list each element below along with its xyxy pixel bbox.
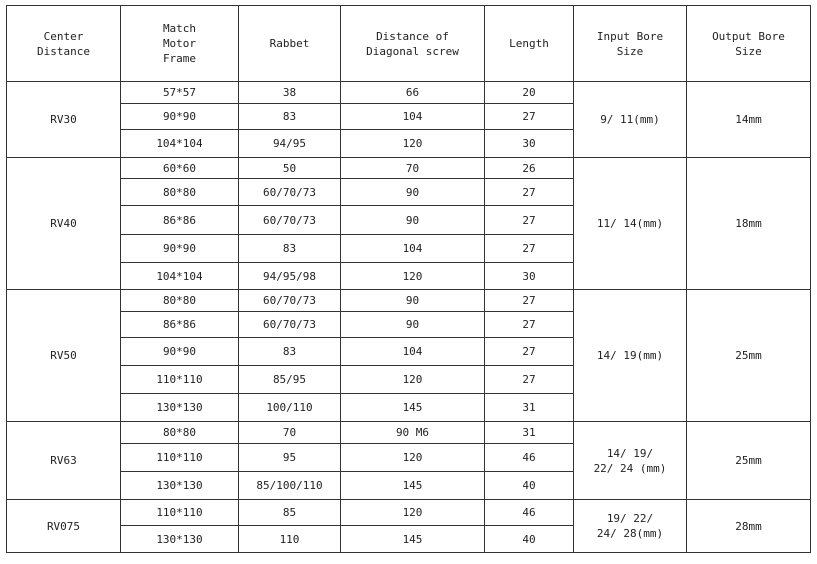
spec-table-container [6, 5, 811, 553]
input-bore-cell: 11/ 14(mm) [574, 158, 687, 290]
frame-cell: 110*110 [121, 444, 239, 472]
output-bore-cell: 18mm [687, 158, 811, 290]
length-cell: 31 [485, 394, 574, 422]
length-cell: 40 [485, 472, 574, 500]
rabbet-cell: 110 [239, 526, 341, 553]
length-cell: 46 [485, 500, 574, 526]
table-row [7, 500, 811, 526]
model-cell: RV50 [7, 290, 121, 422]
table-row [7, 290, 811, 312]
input-bore-cell: 19/ 22/ 24/ 28(mm) [574, 500, 687, 553]
diagonal-cell: 90 [341, 206, 485, 235]
length-cell: 20 [485, 82, 574, 104]
frame-cell: 80*80 [121, 422, 239, 444]
frame-cell: 57*57 [121, 82, 239, 104]
diagonal-cell: 145 [341, 394, 485, 422]
rabbet-cell: 94/95/98 [239, 263, 341, 290]
model-cell: RV40 [7, 158, 121, 290]
header-row [7, 6, 811, 82]
length-cell: 27 [485, 206, 574, 235]
diagonal-cell: 104 [341, 338, 485, 366]
frame-cell: 130*130 [121, 526, 239, 553]
length-cell: 27 [485, 366, 574, 394]
frame-cell: 90*90 [121, 104, 239, 130]
rabbet-cell: 83 [239, 235, 341, 263]
table-row [7, 422, 811, 444]
header-length: Length [485, 6, 574, 82]
frame-cell: 60*60 [121, 158, 239, 179]
frame-cell: 86*86 [121, 312, 239, 338]
rabbet-cell: 83 [239, 104, 341, 130]
diagonal-cell: 90 [341, 179, 485, 206]
frame-cell: 90*90 [121, 338, 239, 366]
diagonal-cell: 90 M6 [341, 422, 485, 444]
header-rabbet: Rabbet [239, 6, 341, 82]
length-cell: 27 [485, 104, 574, 130]
model-cell: RV075 [7, 500, 121, 553]
frame-cell: 110*110 [121, 366, 239, 394]
model-cell: RV63 [7, 422, 121, 500]
length-cell: 26 [485, 158, 574, 179]
frame-cell: 80*80 [121, 179, 239, 206]
header-diagonal-screw: Distance of Diagonal screw [341, 6, 485, 82]
frame-cell: 104*104 [121, 263, 239, 290]
rabbet-cell: 85/100/110 [239, 472, 341, 500]
frame-cell: 80*80 [121, 290, 239, 312]
diagonal-cell: 70 [341, 158, 485, 179]
length-cell: 46 [485, 444, 574, 472]
input-bore-cell: 14/ 19/ 22/ 24 (mm) [574, 422, 687, 500]
length-cell: 40 [485, 526, 574, 553]
rabbet-cell: 38 [239, 82, 341, 104]
rabbet-cell: 60/70/73 [239, 290, 341, 312]
length-cell: 30 [485, 130, 574, 158]
rabbet-cell: 70 [239, 422, 341, 444]
length-cell: 27 [485, 179, 574, 206]
diagonal-cell: 145 [341, 472, 485, 500]
header-center-distance: Center Distance [7, 6, 121, 82]
rabbet-cell: 83 [239, 338, 341, 366]
output-bore-cell: 25mm [687, 290, 811, 422]
output-bore-cell: 28mm [687, 500, 811, 553]
rabbet-cell: 85 [239, 500, 341, 526]
diagonal-cell: 120 [341, 130, 485, 158]
diagonal-cell: 104 [341, 104, 485, 130]
header-match-motor-frame: Match Motor Frame [121, 6, 239, 82]
diagonal-cell: 66 [341, 82, 485, 104]
diagonal-cell: 90 [341, 290, 485, 312]
rabbet-cell: 85/95 [239, 366, 341, 394]
rabbet-cell: 95 [239, 444, 341, 472]
diagonal-cell: 90 [341, 312, 485, 338]
length-cell: 27 [485, 290, 574, 312]
diagonal-cell: 120 [341, 500, 485, 526]
model-cell: RV30 [7, 82, 121, 158]
length-cell: 27 [485, 312, 574, 338]
specification-table [6, 5, 811, 553]
rabbet-cell: 100/110 [239, 394, 341, 422]
rabbet-cell: 60/70/73 [239, 206, 341, 235]
table-row [7, 158, 811, 179]
diagonal-cell: 120 [341, 444, 485, 472]
rabbet-cell: 94/95 [239, 130, 341, 158]
input-bore-cell: 9/ 11(mm) [574, 82, 687, 158]
output-bore-cell: 14mm [687, 82, 811, 158]
input-bore-cell: 14/ 19(mm) [574, 290, 687, 422]
frame-cell: 130*130 [121, 472, 239, 500]
frame-cell: 90*90 [121, 235, 239, 263]
frame-cell: 130*130 [121, 394, 239, 422]
diagonal-cell: 104 [341, 235, 485, 263]
table-row [7, 82, 811, 104]
header-output-bore: Output Bore Size [687, 6, 811, 82]
rabbet-cell: 60/70/73 [239, 312, 341, 338]
diagonal-cell: 145 [341, 526, 485, 553]
diagonal-cell: 120 [341, 366, 485, 394]
rabbet-cell: 60/70/73 [239, 179, 341, 206]
diagonal-cell: 120 [341, 263, 485, 290]
length-cell: 30 [485, 263, 574, 290]
header-input-bore: Input Bore Size [574, 6, 687, 82]
length-cell: 31 [485, 422, 574, 444]
frame-cell: 110*110 [121, 500, 239, 526]
output-bore-cell: 25mm [687, 422, 811, 500]
length-cell: 27 [485, 338, 574, 366]
frame-cell: 86*86 [121, 206, 239, 235]
length-cell: 27 [485, 235, 574, 263]
rabbet-cell: 50 [239, 158, 341, 179]
frame-cell: 104*104 [121, 130, 239, 158]
